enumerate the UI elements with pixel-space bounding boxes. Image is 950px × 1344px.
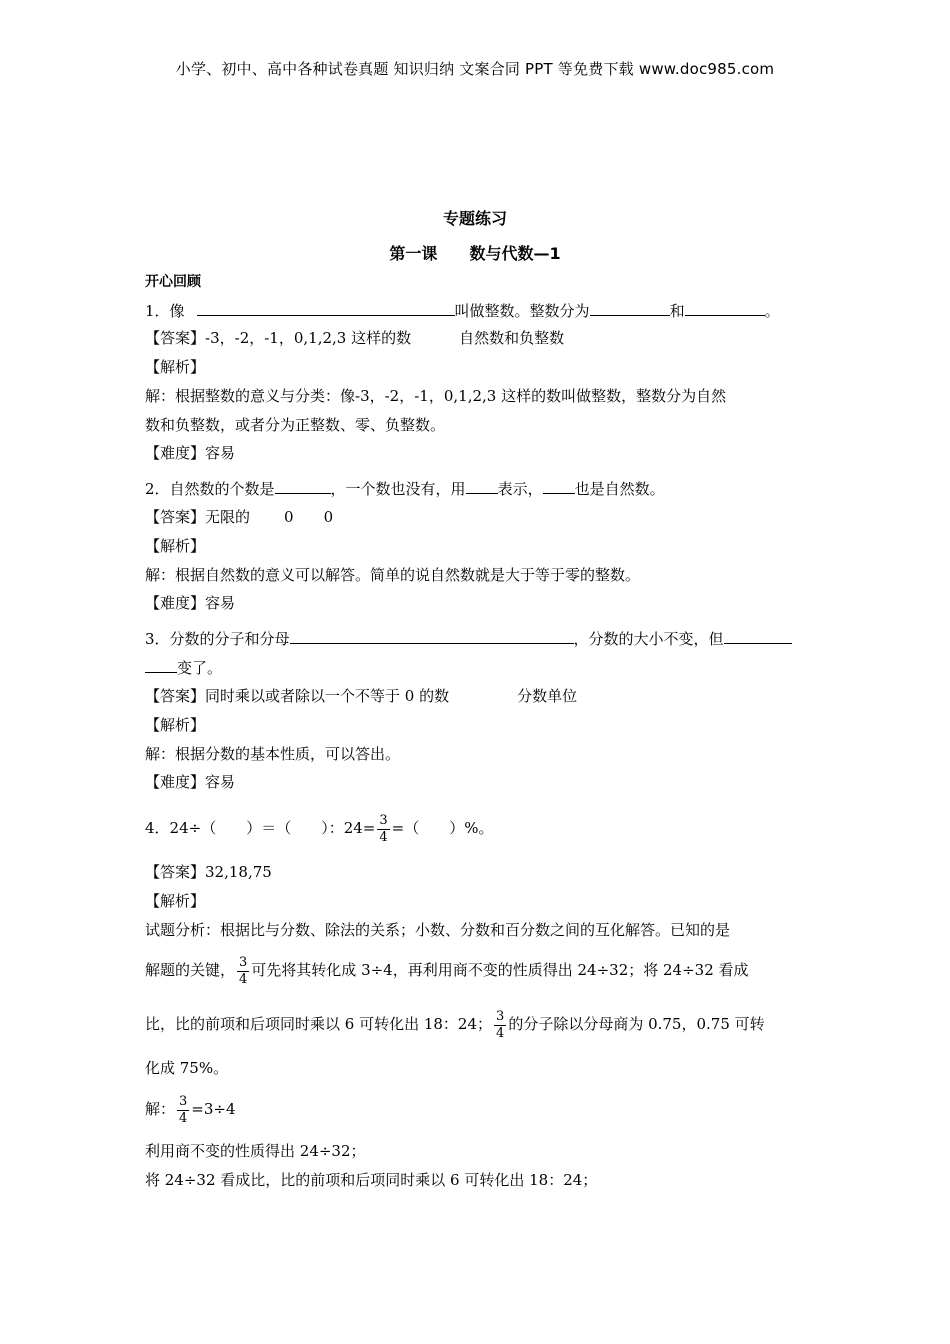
q1-mid: 叫做整数。整数分为 xyxy=(454,302,590,320)
q2-answer-c: 0 xyxy=(323,508,334,526)
lesson-title xyxy=(0,241,950,264)
q2-blank-1 xyxy=(275,478,331,494)
q1-difficulty: 【难度】容易 xyxy=(145,444,236,462)
q4-solution-2: 利用商不变的性质得出 24÷32； xyxy=(145,1142,366,1160)
q1-blank-3 xyxy=(685,300,765,316)
q2-end: 也是自然数。 xyxy=(574,480,665,498)
fraction-numerator: 3 xyxy=(496,1008,505,1024)
q4-solution-3: 将 24÷32 看成比，比的前项和后项同时乘以 6 可转化出 18：24； xyxy=(145,1171,598,1189)
q4-sol-post: =3÷4 xyxy=(191,1100,236,1118)
site-banner: 小学、初中、高中各种试卷真题 知识归纳 文案合同 PPT 等免费下载 www.doc985.com xyxy=(175,60,775,78)
q3-answer-b: 分数单位 xyxy=(517,687,578,705)
section-heading: 开心回顾 xyxy=(145,274,201,290)
fraction-denominator: 4 xyxy=(379,829,388,845)
fraction xyxy=(377,813,389,846)
fraction xyxy=(237,955,249,988)
fraction-denominator: 4 xyxy=(239,971,248,987)
q3-blank-2b xyxy=(145,657,177,673)
q2-answer xyxy=(145,507,333,527)
fraction xyxy=(177,1094,189,1127)
q4-analysis-2 xyxy=(145,951,749,989)
answer-label: 【答案】 xyxy=(145,687,206,705)
q3-end: 变了。 xyxy=(177,659,223,677)
q4-solution xyxy=(145,1090,236,1128)
q4-answer: 【答案】32,18,75 xyxy=(145,863,272,881)
q4-a2-post: 可先将其转化成 3÷4，再利用商不变的性质得出 24÷32；将 24÷32 看成 xyxy=(251,961,749,979)
q1-answer-b: 自然数和负整数 xyxy=(459,329,565,347)
q1-prefix: 1．像 xyxy=(145,302,185,320)
q4-sol-pre: 解： xyxy=(145,1100,176,1118)
q4-analysis-4: 化成 75%。 xyxy=(145,1059,229,1077)
q1-analysis-label: 【解析】 xyxy=(145,358,206,376)
fraction-numerator: 3 xyxy=(239,954,248,970)
lesson-number: 第一课 xyxy=(389,244,438,263)
fraction-denominator: 4 xyxy=(496,1025,505,1041)
q3-analysis-label: 【解析】 xyxy=(145,716,206,734)
q1-analysis-1: 解：根据整数的意义与分类：像-3，-2，-1，0,1,2,3 这样的数叫做整数，整数分为自然 xyxy=(145,387,727,405)
lesson-topic: 数与代数—1 xyxy=(469,244,561,263)
q3-difficulty: 【难度】容易 xyxy=(145,773,236,791)
q1-analysis-2: 数和负整数，或者分为正整数、零、负整数。 xyxy=(145,416,446,434)
q3-analysis-1: 解：根据分数的基本性质，可以答出。 xyxy=(145,745,401,763)
q2-question xyxy=(145,478,665,499)
q2-blank-2 xyxy=(466,478,498,494)
q1-answer-a: -3，-2，-1，0,1,2,3 这样的数 xyxy=(205,329,412,347)
q2-answer-b: 0 xyxy=(284,508,294,526)
q3-blank-1 xyxy=(290,628,574,644)
answer-label: 【答案】 xyxy=(145,329,206,347)
q4-analysis-label: 【解析】 xyxy=(145,892,206,910)
q2-blank-3 xyxy=(543,478,575,494)
q3-question xyxy=(145,628,792,649)
q4-a3-post: 的分子除以分母商为 0.75，0.75 可转 xyxy=(508,1015,765,1033)
q3-mid: ，分数的大小不变，但 xyxy=(573,630,724,648)
q1-and: 和 xyxy=(669,302,685,320)
fraction-denominator: 4 xyxy=(179,1110,188,1126)
q1-question xyxy=(145,300,780,321)
answer-label: 【答案】 xyxy=(145,508,206,526)
q4-analysis-1: 试题分析：根据比与分数、除法的关系；小数、分数和百分数之间的互化解答。已知的是 xyxy=(145,921,731,939)
q4-a2-pre: 解题的关键， xyxy=(145,961,236,979)
q3-question-cont xyxy=(145,657,222,678)
q4-part2: =（ ）%。 xyxy=(391,819,494,837)
q2-difficulty: 【难度】容易 xyxy=(145,594,236,612)
q2-mid2: 表示， xyxy=(497,480,543,498)
q3-blank-2a xyxy=(724,628,792,644)
q3-answer xyxy=(145,686,577,706)
q1-end: 。 xyxy=(764,302,780,320)
q3-prefix: 3．分数的分子和分母 xyxy=(145,630,290,648)
q3-answer-a: 同时乘以或者除以一个不等于 0 的数 xyxy=(205,687,450,705)
q1-blank-2 xyxy=(590,300,670,316)
q1-blank-1 xyxy=(197,300,455,316)
q2-mid1: ，一个数也没有，用 xyxy=(330,480,466,498)
q2-analysis-1: 解：根据自然数的意义可以解答。简单的说自然数就是大于等于零的整数。 xyxy=(145,566,641,584)
q4-analysis-3 xyxy=(145,1005,765,1043)
q1-answer xyxy=(145,328,564,348)
fraction-numerator: 3 xyxy=(179,1093,188,1109)
q2-analysis-label: 【解析】 xyxy=(145,537,206,555)
q4-question xyxy=(145,809,493,847)
fraction-numerator: 3 xyxy=(379,812,388,828)
fraction xyxy=(494,1009,506,1042)
document-title: 专题练习 xyxy=(442,209,507,228)
q4-part1: 4．24÷（ ）＝（ ）：24= xyxy=(145,819,376,837)
q4-a3-pre: 比，比的前项和后项同时乘以 6 可转化出 18：24； xyxy=(145,1015,493,1033)
q2-answer-a: 无限的 xyxy=(205,508,251,526)
q2-prefix: 2．自然数的个数是 xyxy=(145,480,275,498)
